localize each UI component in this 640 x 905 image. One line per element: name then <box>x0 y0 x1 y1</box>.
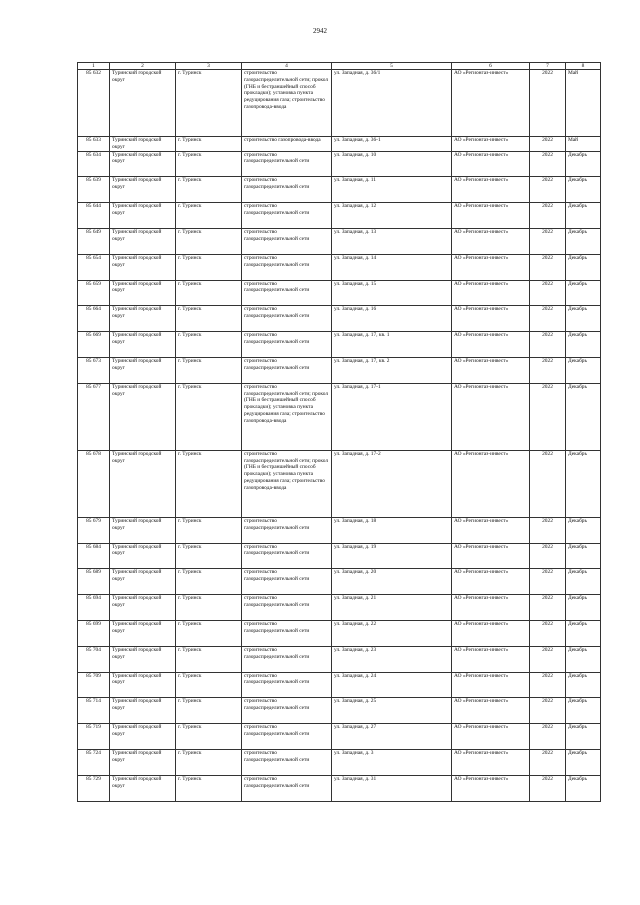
month-cell: Декабрь <box>566 332 601 358</box>
column-number: 1 <box>78 63 110 70</box>
table-row <box>78 620 601 646</box>
work-type-cell: строительство газораспределительной сети <box>242 332 332 358</box>
work-type-cell: строительство газораспределительной сети <box>242 151 332 177</box>
table-row <box>78 151 601 177</box>
locality-cell: г. Туринск <box>176 517 242 543</box>
locality-cell: г. Туринск <box>176 672 242 698</box>
year-cell: 2022 <box>530 620 566 646</box>
locality-cell: г. Туринск <box>176 698 242 724</box>
row-id-cell: 85 634 <box>78 151 110 177</box>
contractor-cell: АО «Регионгаз-инвест» <box>452 177 530 203</box>
contractor-cell: АО «Регионгаз-инвест» <box>452 254 530 280</box>
work-type-cell: строительство газораспределительной сети <box>242 646 332 672</box>
year-cell: 2022 <box>530 450 566 517</box>
table-row <box>78 543 601 569</box>
year-cell: 2022 <box>530 595 566 621</box>
year-cell: 2022 <box>530 70 566 137</box>
year-cell: 2022 <box>530 280 566 306</box>
table-row <box>78 70 601 137</box>
work-type-cell: строительство газораспределительной сети; прокол (ГНБ и бестраншейный способ прокладки); установка пункта редуцирования газа; строительство газопровода-ввода <box>242 383 332 450</box>
contractor-cell: АО «Регионгаз-инвест» <box>452 306 530 332</box>
address-cell: ул. Западная, д. 27 <box>332 724 452 750</box>
contractor-cell: АО «Регионгаз-инвест» <box>452 383 530 450</box>
work-type-cell: строительство газораспределительной сети <box>242 254 332 280</box>
locality-cell: г. Туринск <box>176 203 242 229</box>
address-cell: ул. Западная, д. 20 <box>332 569 452 595</box>
work-type-cell: строительство газораспределительной сети <box>242 280 332 306</box>
work-type-cell: строительство газораспределительной сети <box>242 543 332 569</box>
table-row <box>78 672 601 698</box>
work-type-cell: строительство газораспределительной сети <box>242 357 332 383</box>
address-cell: ул. Западная, д. 17, кв. 1 <box>332 332 452 358</box>
month-cell: Декабрь <box>566 203 601 229</box>
row-id-cell: 85 673 <box>78 357 110 383</box>
locality-cell: г. Туринск <box>176 450 242 517</box>
contractor-cell: АО «Регионгаз-инвест» <box>452 203 530 229</box>
contractor-cell: АО «Регионгаз-инвест» <box>452 151 530 177</box>
month-cell: Май <box>566 137 601 152</box>
contractor-cell: АО «Регионгаз-инвест» <box>452 332 530 358</box>
address-cell: ул. Западная, д. 19 <box>332 543 452 569</box>
contractor-cell: АО «Регионгаз-инвест» <box>452 646 530 672</box>
municipal-district-cell: Туринский городской округ <box>110 724 176 750</box>
contractor-cell: АО «Регионгаз-инвест» <box>452 517 530 543</box>
year-cell: 2022 <box>530 177 566 203</box>
address-cell: ул. Западная, д. 17, кв. 2 <box>332 357 452 383</box>
column-number: 2 <box>110 63 176 70</box>
locality-cell: г. Туринск <box>176 543 242 569</box>
month-cell: Декабрь <box>566 357 601 383</box>
year-cell: 2022 <box>530 332 566 358</box>
municipal-district-cell: Туринский городской округ <box>110 70 176 137</box>
month-cell: Декабрь <box>566 228 601 254</box>
year-cell: 2022 <box>530 306 566 332</box>
address-cell: ул. Западная, д. 12 <box>332 203 452 229</box>
table-row <box>78 254 601 280</box>
table-row <box>78 517 601 543</box>
year-cell: 2022 <box>530 151 566 177</box>
row-id-cell: 85 684 <box>78 543 110 569</box>
municipal-district-cell: Туринский городской округ <box>110 177 176 203</box>
table-row <box>78 450 601 517</box>
column-number-row <box>78 63 601 70</box>
row-id-cell: 85 709 <box>78 672 110 698</box>
month-cell: Декабрь <box>566 306 601 332</box>
address-cell: ул. Западная, д. 18 <box>332 517 452 543</box>
month-cell: Декабрь <box>566 254 601 280</box>
row-id-cell: 85 632 <box>78 70 110 137</box>
locality-cell: г. Туринск <box>176 775 242 801</box>
row-id-cell: 85 659 <box>78 280 110 306</box>
contractor-cell: АО «Регионгаз-инвест» <box>452 724 530 750</box>
contractor-cell: АО «Регионгаз-инвест» <box>452 228 530 254</box>
contractor-cell: АО «Регионгаз-инвест» <box>452 775 530 801</box>
address-cell: ул. Западная, д. 17-2 <box>332 450 452 517</box>
municipal-district-cell: Туринский городской округ <box>110 569 176 595</box>
municipal-district-cell: Туринский городской округ <box>110 306 176 332</box>
work-type-cell: строительство газораспределительной сети <box>242 724 332 750</box>
work-type-cell: строительство газораспределительной сети <box>242 228 332 254</box>
contractor-cell: АО «Регионгаз-инвест» <box>452 280 530 306</box>
table-row <box>78 177 601 203</box>
table-row <box>78 698 601 724</box>
row-id-cell: 85 677 <box>78 383 110 450</box>
row-id-cell: 85 689 <box>78 569 110 595</box>
month-cell: Декабрь <box>566 177 601 203</box>
row-id-cell: 85 704 <box>78 646 110 672</box>
address-cell: ул. Западная, д. 16 <box>332 306 452 332</box>
row-id-cell: 85 679 <box>78 517 110 543</box>
municipal-district-cell: Туринский городской округ <box>110 543 176 569</box>
contractor-cell: АО «Регионгаз-инвест» <box>452 749 530 775</box>
month-cell: Декабрь <box>566 698 601 724</box>
locality-cell: г. Туринск <box>176 595 242 621</box>
address-cell: ул. Западная, д. 13 <box>332 228 452 254</box>
address-cell: ул. Западная, д. 21 <box>332 595 452 621</box>
contractor-cell: АО «Регионгаз-инвест» <box>452 357 530 383</box>
column-number: 3 <box>176 63 242 70</box>
month-cell: Декабрь <box>566 775 601 801</box>
locality-cell: г. Туринск <box>176 724 242 750</box>
contractor-cell: АО «Регионгаз-инвест» <box>452 569 530 595</box>
address-cell: ул. Западная, д. 22 <box>332 620 452 646</box>
table-row <box>78 228 601 254</box>
year-cell: 2022 <box>530 517 566 543</box>
contractor-cell: АО «Регионгаз-инвест» <box>452 672 530 698</box>
table-row <box>78 646 601 672</box>
row-id-cell: 85 719 <box>78 724 110 750</box>
table-row <box>78 569 601 595</box>
row-id-cell: 85 639 <box>78 177 110 203</box>
address-cell: ул. Западная, д. 17-1 <box>332 383 452 450</box>
municipal-district-cell: Туринский городской округ <box>110 254 176 280</box>
locality-cell: г. Туринск <box>176 70 242 137</box>
month-cell: Декабрь <box>566 569 601 595</box>
locality-cell: г. Туринск <box>176 137 242 152</box>
municipal-district-cell: Туринский городской округ <box>110 775 176 801</box>
work-type-cell: строительство газораспределительной сети <box>242 698 332 724</box>
locality-cell: г. Туринск <box>176 177 242 203</box>
row-id-cell: 85 724 <box>78 749 110 775</box>
municipal-district-cell: Туринский городской округ <box>110 151 176 177</box>
municipal-district-cell: Туринский городской округ <box>110 450 176 517</box>
municipal-district-cell: Туринский городской округ <box>110 280 176 306</box>
municipal-district-cell: Туринский городской округ <box>110 698 176 724</box>
municipal-district-cell: Туринский городской округ <box>110 749 176 775</box>
work-type-cell: строительство газораспределительной сети <box>242 749 332 775</box>
table-row <box>78 357 601 383</box>
row-id-cell: 85 654 <box>78 254 110 280</box>
municipal-district-cell: Туринский городской округ <box>110 383 176 450</box>
year-cell: 2022 <box>530 137 566 152</box>
year-cell: 2022 <box>530 203 566 229</box>
locality-cell: г. Туринск <box>176 151 242 177</box>
locality-cell: г. Туринск <box>176 620 242 646</box>
work-type-cell: строительство газораспределительной сети <box>242 306 332 332</box>
work-type-cell: строительство газораспределительной сети <box>242 595 332 621</box>
row-id-cell: 85 694 <box>78 595 110 621</box>
year-cell: 2022 <box>530 569 566 595</box>
row-id-cell: 85 633 <box>78 137 110 152</box>
locality-cell: г. Туринск <box>176 646 242 672</box>
page-number: 2942 <box>313 27 327 35</box>
work-type-cell: строительство газораспределительной сети <box>242 517 332 543</box>
year-cell: 2022 <box>530 357 566 383</box>
work-type-cell: строительство газораспределительной сети; прокол (ГНБ и бестраншейный способ прокладки); установка пункта редуцирования газа; строительство газопровода-ввода <box>242 450 332 517</box>
contractor-cell: АО «Регионгаз-инвест» <box>452 450 530 517</box>
year-cell: 2022 <box>530 543 566 569</box>
work-type-cell: строительство газораспределительной сети <box>242 672 332 698</box>
year-cell: 2022 <box>530 228 566 254</box>
year-cell: 2022 <box>530 724 566 750</box>
month-cell: Декабрь <box>566 280 601 306</box>
municipal-district-cell: Туринский городской округ <box>110 357 176 383</box>
column-number: 8 <box>566 63 601 70</box>
month-cell: Декабрь <box>566 151 601 177</box>
address-cell: ул. Западная, д. 31 <box>332 775 452 801</box>
month-cell: Декабрь <box>566 672 601 698</box>
locality-cell: г. Туринск <box>176 569 242 595</box>
table-row <box>78 280 601 306</box>
contractor-cell: АО «Регионгаз-инвест» <box>452 543 530 569</box>
row-id-cell: 85 644 <box>78 203 110 229</box>
locality-cell: г. Туринск <box>176 357 242 383</box>
locality-cell: г. Туринск <box>176 228 242 254</box>
locality-cell: г. Туринск <box>176 749 242 775</box>
municipal-district-cell: Туринский городской округ <box>110 620 176 646</box>
municipal-district-cell: Туринский городской округ <box>110 646 176 672</box>
month-cell: Декабрь <box>566 450 601 517</box>
year-cell: 2022 <box>530 775 566 801</box>
row-id-cell: 85 669 <box>78 332 110 358</box>
table-row <box>78 383 601 450</box>
column-number: 4 <box>242 63 332 70</box>
municipal-district-cell: Туринский городской округ <box>110 517 176 543</box>
municipal-district-cell: Туринский городской округ <box>110 203 176 229</box>
municipal-district-cell: Туринский городской округ <box>110 228 176 254</box>
month-cell: Декабрь <box>566 543 601 569</box>
address-cell: ул. Западная, д. 36-1 <box>332 137 452 152</box>
month-cell: Декабрь <box>566 595 601 621</box>
address-cell: ул. Западная, д. 11 <box>332 177 452 203</box>
column-number: 5 <box>332 63 452 70</box>
work-type-cell: строительство газораспределительной сети <box>242 177 332 203</box>
address-cell: ул. Западная, д. 15 <box>332 280 452 306</box>
month-cell: Декабрь <box>566 517 601 543</box>
row-id-cell: 85 714 <box>78 698 110 724</box>
year-cell: 2022 <box>530 749 566 775</box>
contractor-cell: АО «Регионгаз-инвест» <box>452 698 530 724</box>
row-id-cell: 85 699 <box>78 620 110 646</box>
work-type-cell: строительство газораспределительной сети <box>242 620 332 646</box>
municipal-district-cell: Туринский городской округ <box>110 595 176 621</box>
address-cell: ул. Западная, д. 3 <box>332 749 452 775</box>
table-row <box>78 775 601 801</box>
locality-cell: г. Туринск <box>176 332 242 358</box>
year-cell: 2022 <box>530 646 566 672</box>
locality-cell: г. Туринск <box>176 383 242 450</box>
municipal-district-cell: Туринский городской округ <box>110 332 176 358</box>
table-row <box>78 332 601 358</box>
contractor-cell: АО «Регионгаз-инвест» <box>452 70 530 137</box>
month-cell: Май <box>566 70 601 137</box>
month-cell: Декабрь <box>566 620 601 646</box>
column-number: 6 <box>452 63 530 70</box>
year-cell: 2022 <box>530 254 566 280</box>
month-cell: Декабрь <box>566 383 601 450</box>
month-cell: Декабрь <box>566 646 601 672</box>
gasification-table <box>77 62 601 802</box>
municipal-district-cell: Туринский городской округ <box>110 137 176 152</box>
row-id-cell: 85 729 <box>78 775 110 801</box>
table-row <box>78 724 601 750</box>
address-cell: ул. Западная, д. 24 <box>332 672 452 698</box>
table-row <box>78 595 601 621</box>
row-id-cell: 85 649 <box>78 228 110 254</box>
contractor-cell: АО «Регионгаз-инвест» <box>452 137 530 152</box>
year-cell: 2022 <box>530 672 566 698</box>
work-type-cell: строительство газопровода-ввода <box>242 137 332 152</box>
year-cell: 2022 <box>530 698 566 724</box>
table-row <box>78 203 601 229</box>
month-cell: Декабрь <box>566 749 601 775</box>
work-type-cell: строительство газораспределительной сети <box>242 569 332 595</box>
table-row <box>78 306 601 332</box>
locality-cell: г. Туринск <box>176 280 242 306</box>
table-row <box>78 749 601 775</box>
address-cell: ул. Западная, д. 23 <box>332 646 452 672</box>
municipal-district-cell: Туринский городской округ <box>110 672 176 698</box>
contractor-cell: АО «Регионгаз-инвест» <box>452 595 530 621</box>
table-row <box>78 137 601 152</box>
work-type-cell: строительство газораспределительной сети; прокол (ГНБ и бестраншейный способ прокладки); установка пункта редуцирования газа; строительство газопровода-ввода <box>242 70 332 137</box>
address-cell: ул. Западная, д. 36/1 <box>332 70 452 137</box>
work-type-cell: строительство газораспределительной сети <box>242 203 332 229</box>
locality-cell: г. Туринск <box>176 254 242 280</box>
row-id-cell: 85 678 <box>78 450 110 517</box>
address-cell: ул. Западная, д. 14 <box>332 254 452 280</box>
column-number: 7 <box>530 63 566 70</box>
locality-cell: г. Туринск <box>176 306 242 332</box>
work-type-cell: строительство газораспределительной сети <box>242 775 332 801</box>
row-id-cell: 85 664 <box>78 306 110 332</box>
address-cell: ул. Западная, д. 10 <box>332 151 452 177</box>
contractor-cell: АО «Регионгаз-инвест» <box>452 620 530 646</box>
address-cell: ул. Западная, д. 25 <box>332 698 452 724</box>
year-cell: 2022 <box>530 383 566 450</box>
month-cell: Декабрь <box>566 724 601 750</box>
